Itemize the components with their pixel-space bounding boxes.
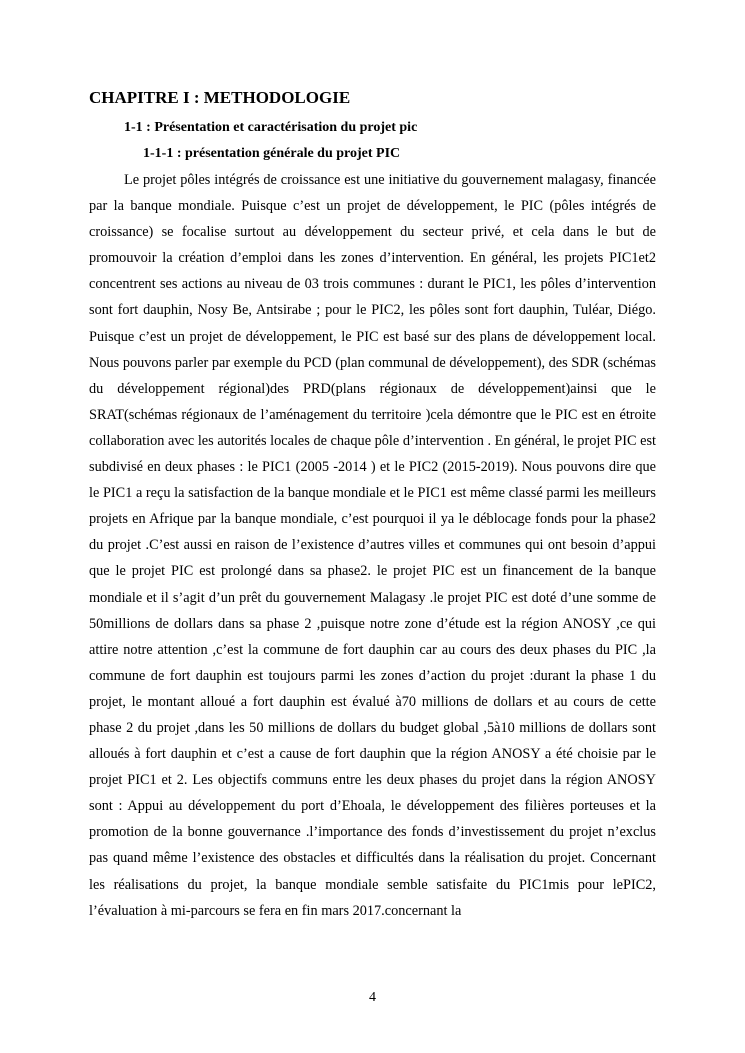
chapter-title: CHAPITRE I : METHODOLOGIE — [89, 88, 351, 107]
section-title: 1-1 : Présentation et caractérisation du projet pic — [124, 120, 418, 135]
body-paragraph: Le projet pôles intégrés de croissance est une initiative du gouvernement malagasy, financée par la banque mondiale. Puisque c’est un projet de développement, le PIC (pôles intégrés de croissance) se focalise surtout au développement du secteur privé, et cela dans le but de promouvoir la création d’emploi dans les zones d’intervention. En général, les projets PIC1et2 concentrent ses actions au niveau de 03 trois communes : durant le PIC1, les pôles d’intervention sont fort dauphin, Nosy Be, Antsirabe ; pour le PIC2, les pôles sont fort dauphin, Tuléar, Diégo. Puisque c’est un projet de développement, le PIC est basé sur des plans de développement local. Nous pouvons parler par exemple du PCD (plan communal de développement), des SDR (schémas du développement régional)des PRD(plans régionaux de développement)ainsi que le SRAT(schémas régionaux de l’aménagement du territoire )cela démontre que le PIC est en étroite collaboration avec les autorités locales de chaque pôle d’intervention . En général, le projet PIC est subdivisé en deux phases : le PIC1 (2005 -2014 ) et le PIC2 (2015-2019). Nous pouvons dire que le PIC1 a reçu la satisfaction de la banque mondiale et le PIC1 est même classé parmi les meilleurs projets en Afrique par la banque mondiale, c’est pourquoi il ya le déblocage fonds pour la phase2 du projet .C’est aussi en raison de l’existence d’autres villes et communes qui ont besoin d’appui que le projet PIC est prolongé dans sa phase2. le projet PIC est un financement de la banque mondiale et il s’agit d’un prêt du gouvernement Malagasy .le projet PIC est doté d’une somme de 50millions de dollars dans sa phase 2 ,puisque notre zone d’étude est la région ANOSY ,ce qui attire notre attention ,c’est la commune de fort dauphin car au cours des deux phases du PIC ,la commune de fort dauphin est toujours parmi les zones d’action du projet :durant la phase 1 du projet, le montant alloué a fort dauphin est évalué à70 millions de dollars et au cours de cette phase 2 du projet ,dans les 50 millions de dollars du budget global ,5à10 millions de dollars sont alloués à fort dauphin et c’est a cause de fort dauphin que la région ANOSY a été choisie par le projet PIC1 et 2. Les objectifs communs entre les deux phases du projet dans la région ANOSY sont : Appui au développement du port d’Ehoala, le développement des filières porteuses et la promotion de la bonne gouvernance .l’importance des fonds d’investissement du projet n’exclus pas quand même l’existence des obstacles et difficultés dans la réalisation du projet. Concernant les réalisations du projet, la banque mondiale semble satisfaite du PIC1mis pour lePIC2, l’évaluation à mi-parcours se fera en fin mars 2017.concernant la — [89, 172, 656, 919]
subsection-title: 1-1-1 : présentation générale du projet PIC — [143, 146, 401, 161]
page-number: 4 — [369, 990, 376, 1005]
